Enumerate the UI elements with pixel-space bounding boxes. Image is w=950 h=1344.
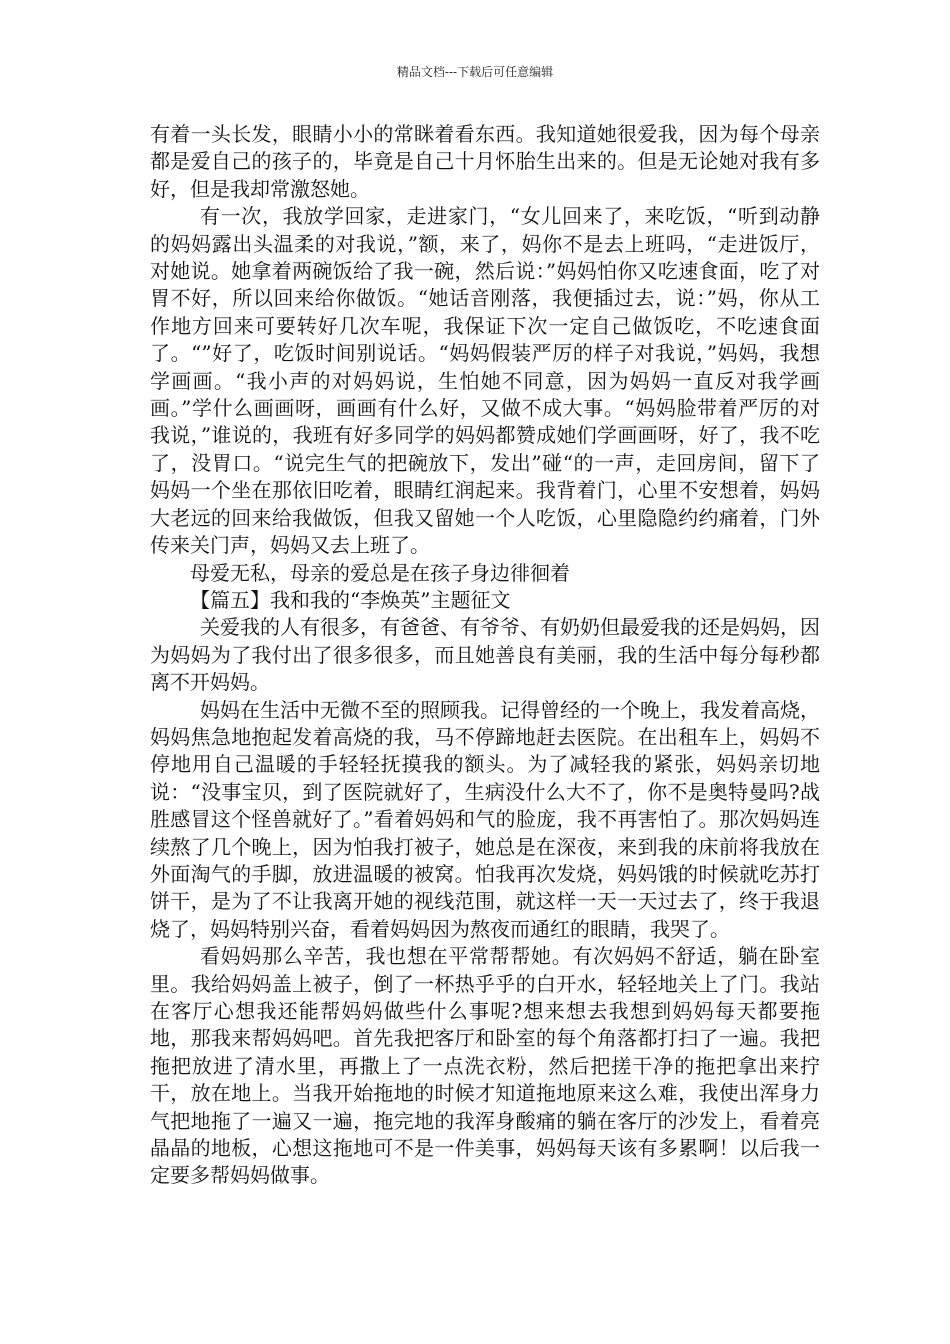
paragraph-3: 母爱无私，母亲的爱总是在孩子身边徘徊着 <box>190 560 570 585</box>
paragraph-5: 妈妈在生活中无微不至的照顾我。记得曾经的一个晚上，我发着高烧，妈妈焦急地抱起发着高烧的我，马不停蹄地赶去医院。在出租车上，妈妈不停地用自己温暖的手轻轻抚摸我的额头。为了减轻我的紧张，妈妈亲切地说：“没事宝贝，到了医院就好了，生病没什么大不了，你不是奥特曼吗?战胜感冒这个怪兽就好了。”看着妈妈和气的脸庞，我不再害怕了。那次妈妈连续熬了几个晚上，因为怕我打被子，她总是在深夜，来到我的床前将我放在外面淘气的手脚，放进温暖的被窝。怕我再次发烧，妈妈饿的时候就吃苏打饼干，是为了不让我离开她的视线范围，就这样一天一天过去了，终于我退烧了，妈妈特别兴奋，看着妈妈因为熬夜而通红的眼睛，我哭了。 <box>150 697 820 941</box>
document-body <box>150 121 820 1190</box>
page-header: 精品文档---下载后可任意编辑 <box>396 65 554 79</box>
paragraph-1: 有着一头长发，眼睛小小的常眯着看东西。我知道她很爱我，因为每个母亲都是爱自己的孩子的，毕竟是自己十月怀胎生出来的。但是无论她对我有多好，但是我却常激怒她。 <box>150 122 820 201</box>
section-heading: 【篇五】我和我的“李焕英”主题征文 <box>190 587 511 612</box>
paragraph-2: 有一次，我放学回家，走进家门，“女儿回来了，来吃饭，“听到动静的妈妈露出头温柔的对我说，”额，来了，妈你不是去上班吗，“走进饭厅，对她说。她拿着两碗饭给了我一碗，然后说：”妈妈怕你又吃速食面，吃了对胃不好，所以回来给你做饭。“她话音刚落，我便插过去，说：”妈，你从工作地方回来可要转好几次车呢，我保证下次一定自己做饭吃，不吃速食面了。“”好了，吃饭时间别说话。“妈妈假装严厉的样子对我说，”妈妈，我想学画画。“我小声的对妈妈说，生怕她不同意，因为妈妈一直反对我学画画。”学什么画画呀，画画有什么好，又做不成大事。“妈妈脸带着严厉的对我说，”谁说的，我班有好多同学的妈妈都赞成她们学画画呀，好了，我不吃了，没胃口。“说完生气的把碗放下，发出”碰“的一声，走回房间，留下了妈妈一个坐在那依旧吃着，眼睛红润起来。我背着门，心里不安想着，妈妈大老远的回来给我做饭，但我又留她一个人吃饭，心里隐隐约约痛着，门外传来关门声，妈妈又去上班了。 <box>150 204 820 558</box>
paragraph-6: 看妈妈那么辛苦，我也想在平常帮帮她。有次妈妈不舒适，躺在卧室里。我给妈妈盖上被子，倒了一杯热乎乎的白开水，轻轻地关上了门。我站在客厅心想我还能帮妈妈做些什么事呢?想来想去我想到妈妈每天都要拖地，那我来帮妈妈吧。首先我把客厅和卧室的每个角落都打扫了一遍。我把拖把放进了清水里，再撒上了一点洗衣粉，然后把搓干净的拖把拿出来拧干，放在地上。当我开始拖地的时候才知道拖地原来这么难，我使出浑身力气把地拖了一遍又一遍，拖完地的我浑身酸痛的躺在客厅的沙发上，看着亮晶晶的地板，心想这拖地可不是一件美事，妈妈每天该有多累啊！以后我一定要多帮妈妈做事。 <box>150 944 820 1188</box>
paragraph-4: 关爱我的人有很多，有爸爸、有爷爷、有奶奶但最爱我的还是妈妈，因为妈妈为了我付出了很多很多，而且她善良有美丽，我的生活中每分每秒都离不开妈妈。 <box>150 615 820 695</box>
